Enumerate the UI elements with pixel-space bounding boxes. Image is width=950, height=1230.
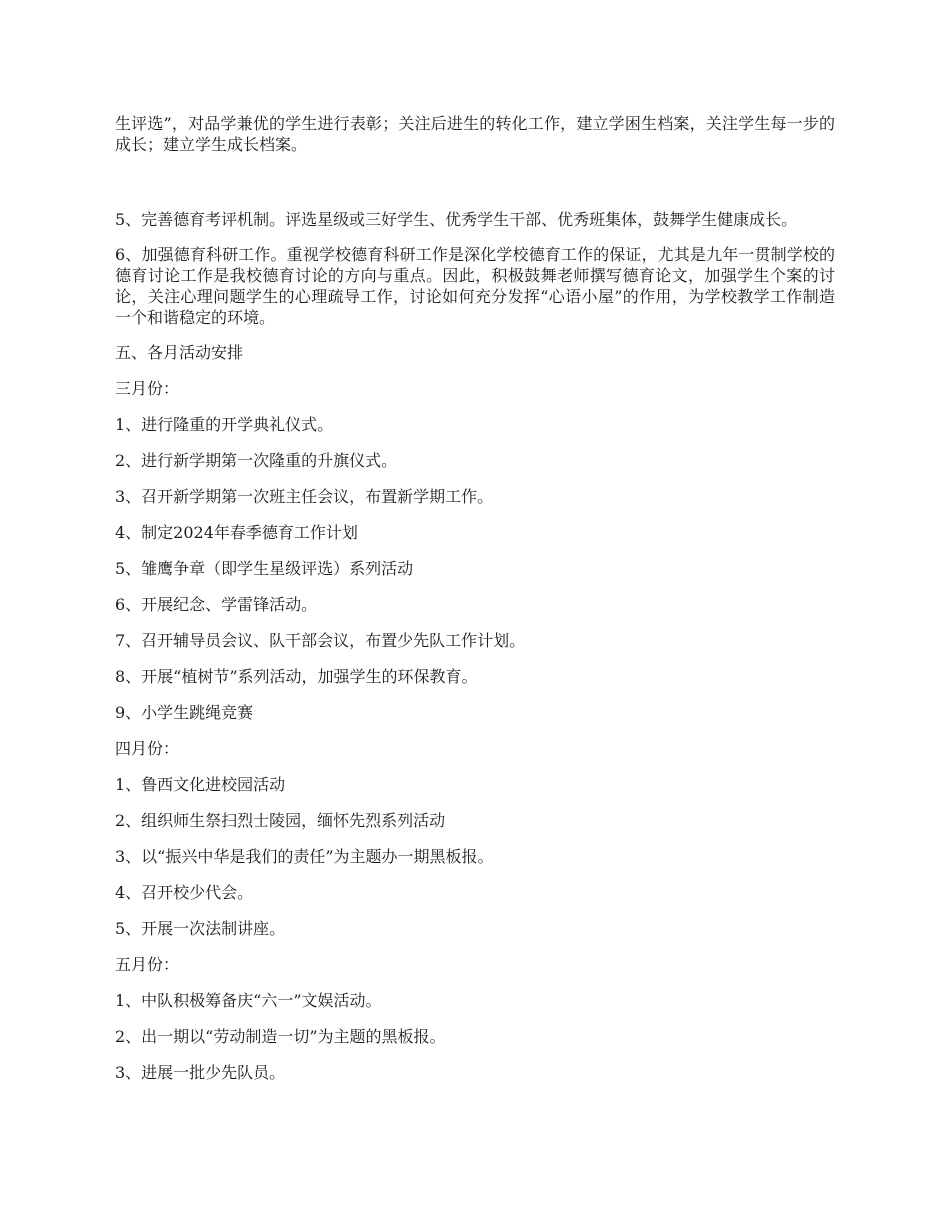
list-item: 9、小学生跳绳竞赛 — [115, 703, 254, 722]
month-heading-april: 四月份： — [115, 739, 180, 758]
list-item: 1、鲁西文化进校园活动 — [115, 775, 286, 794]
section-heading: 五、各月活动安排 — [115, 343, 244, 362]
list-item: 2、进行新学期第一次隆重的升旗仪式。 — [115, 451, 398, 470]
list-item: 2、出一期以“劳动制造一切”为主题的黑板报。 — [115, 1027, 446, 1046]
list-item: 5、雏鹰争章（即学生星级评选）系列活动 — [115, 559, 414, 578]
document-page — [115, 113, 835, 1098]
month-heading-may: 五月份： — [115, 955, 180, 974]
list-item: 7、召开辅导员会议、队干部会议，布置少先队工作计划。 — [115, 631, 526, 650]
list-item: 6、开展纪念、学雷锋活动。 — [115, 595, 318, 614]
paragraph-gap — [115, 155, 835, 209]
list-item: 3、以“振兴中华是我们的责任”为主题办一期黑板报。 — [115, 847, 494, 866]
list-item: 4、制定2024年春季德育工作计划 — [115, 523, 358, 542]
month-heading-march: 三月份： — [115, 379, 180, 398]
list-item: 2、组织师生祭扫烈士陵园，缅怀先烈系列活动 — [115, 811, 446, 830]
list-item: 1、中队积极筹备庆“六一”文娱活动。 — [115, 991, 382, 1010]
list-item: 8、开展“植树节”系列活动，加强学生的环保教育。 — [115, 667, 478, 686]
paragraph-item-5: 5、完善德育考评机制。评选星级或三好学生、优秀学生干部、优秀班集体，鼓舞学生健康成长。 — [115, 210, 798, 229]
paragraph-item-6: 6、加强德育科研工作。重视学校德育科研工作是深化学校德育工作的保证，尤其是九年一贯制学校的德育讨论工作是我校德育讨论的方向与重点。因此，积极鼓舞老师撰写德育论文，加强学生个案的讨论，关注心理问题学生的心理疏导工作，讨论如何充分发挥“心语小屋”的作用，为学校教学工作制造一个和谐稳定的环境。 — [115, 245, 835, 327]
list-item: 3、进展一批少先队员。 — [115, 1063, 286, 1082]
list-item: 3、召开新学期第一次班主任会议，布置新学期工作。 — [115, 487, 494, 506]
list-item: 4、召开校少代会。 — [115, 883, 254, 902]
list-item: 1、进行隆重的开学典礼仪式。 — [115, 415, 334, 434]
list-item: 5、开展一次法制讲座。 — [115, 919, 286, 938]
paragraph-intro-continuation: 生评选”，对品学兼优的学生进行表彰；关注后进生的转化工作，建立学困生档案，关注学生每一步的成长；建立学生成长档案。 — [115, 114, 835, 154]
